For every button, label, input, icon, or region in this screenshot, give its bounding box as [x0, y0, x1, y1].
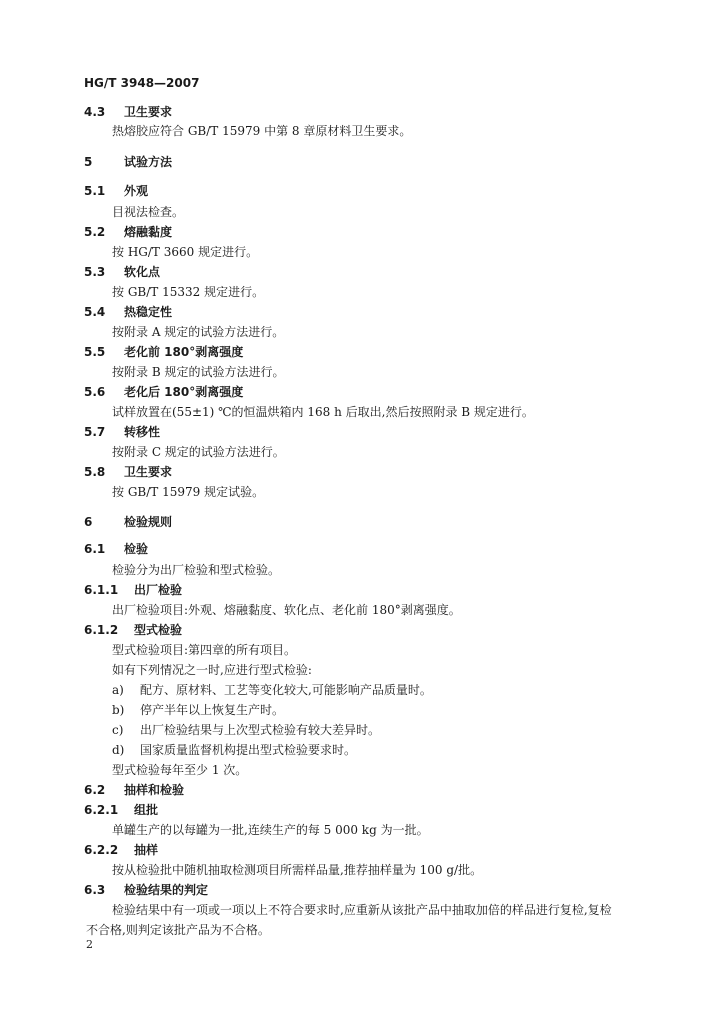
list-item-label: b) — [112, 703, 125, 717]
list-item-text: 配方、原材料、工艺等变化较大,可能影响产品质量时。 — [140, 683, 432, 697]
section-number: 5.2 — [84, 225, 106, 239]
section-title: 组批 — [134, 803, 159, 817]
list-item-label: a) — [112, 683, 124, 697]
section-number: 6.1.1 — [84, 583, 119, 597]
section-number: 5.1 — [84, 184, 106, 198]
section-5-6-heading — [84, 384, 243, 400]
section-6-1-text: 检验分为出厂检验和型式检验。 — [112, 563, 281, 577]
section-title: 转移性 — [124, 425, 161, 439]
section-5-3-text: 按 GB/T 15332 规定进行。 — [112, 285, 265, 299]
section-6-1-2-intro: 如有下列情况之一时,应进行型式检验: — [112, 663, 312, 677]
section-6-3-text-line-2: 不合格,则判定该批产品为不合格。 — [86, 923, 270, 937]
section-title: 熔融黏度 — [124, 225, 173, 239]
section-title: 老化前 180°剥离强度 — [124, 345, 244, 359]
section-5-7-text: 按附录 C 规定的试验方法进行。 — [112, 445, 285, 459]
section-number: 4.3 — [84, 105, 106, 119]
section-6-3-text-line-1: 检验结果中有一项或一项以上不符合要求时,应重新从该批产品中抽取加倍的样品进行复检,复检 — [112, 903, 612, 917]
section-5-heading — [84, 154, 172, 170]
section-number: 5.7 — [84, 425, 106, 439]
section-title: 抽样和检验 — [124, 783, 185, 797]
section-title: 出厂检验 — [134, 583, 183, 597]
section-5-8-heading — [84, 464, 172, 480]
section-5-5-text: 按附录 B 规定的试验方法进行。 — [112, 365, 285, 379]
list-item-label: d) — [112, 743, 125, 757]
section-title: 软化点 — [124, 265, 161, 279]
section-title: 检验规则 — [124, 515, 173, 529]
list-item — [112, 742, 356, 758]
section-number: 6.1.2 — [84, 623, 119, 637]
list-item-text: 停产半年以上恢复生产时。 — [140, 703, 285, 717]
section-number: 5.8 — [84, 465, 106, 479]
section-5-7-heading — [84, 424, 160, 440]
section-4-3-heading — [84, 104, 172, 120]
page-number: 2 — [86, 938, 93, 951]
list-item — [112, 702, 284, 718]
section-title: 型式检验 — [134, 623, 183, 637]
list-item — [112, 682, 432, 698]
section-title: 检验结果的判定 — [124, 883, 209, 897]
section-6-2-heading — [84, 782, 184, 798]
section-6-2-1-heading — [84, 802, 158, 818]
section-5-4-heading — [84, 304, 172, 320]
section-number: 5.5 — [84, 345, 106, 359]
section-title: 检验 — [124, 542, 149, 556]
section-5-4-text: 按附录 A 规定的试验方法进行。 — [112, 325, 285, 339]
section-number: 5.3 — [84, 265, 106, 279]
section-6-2-2-heading — [84, 842, 158, 858]
section-title: 卫生要求 — [124, 465, 173, 479]
section-number: 5.4 — [84, 305, 106, 319]
section-6-3-heading — [84, 882, 208, 898]
list-item-label: c) — [112, 723, 124, 737]
section-4-3-text: 热熔胶应符合 GB/T 15979 中第 8 章原材料卫生要求。 — [112, 124, 412, 138]
section-5-3-heading — [84, 264, 160, 280]
section-6-1-2-text: 型式检验项目:第四章的所有项目。 — [112, 643, 297, 657]
section-6-1-1-heading — [84, 582, 182, 598]
section-6-2-2-text: 按从检验批中随机抽取检测项目所需样品量,推荐抽样量为 100 g/批。 — [112, 863, 483, 877]
list-item-text: 国家质量监督机构提出型式检验要求时。 — [140, 743, 357, 757]
section-6-1-2-heading — [84, 622, 182, 638]
section-title: 卫生要求 — [124, 105, 173, 119]
section-title: 试验方法 — [124, 155, 173, 169]
section-5-8-text: 按 GB/T 15979 规定试验。 — [112, 485, 265, 499]
section-6-1-1-text: 出厂检验项目:外观、熔融黏度、软化点、老化前 180°剥离强度。 — [112, 603, 461, 617]
section-title: 老化后 180°剥离强度 — [124, 385, 244, 399]
section-6-1-heading — [84, 541, 148, 557]
list-item — [112, 722, 380, 738]
section-number: 6 — [84, 515, 93, 529]
section-5-2-heading — [84, 224, 172, 240]
section-title: 热稳定性 — [124, 305, 173, 319]
section-title: 抽样 — [134, 843, 159, 857]
section-5-2-text: 按 HG/T 3660 规定进行。 — [112, 245, 259, 259]
section-number: 5 — [84, 155, 93, 169]
list-item-text: 出厂检验结果与上次型式检验有较大差异时。 — [140, 723, 381, 737]
section-6-2-1-text: 单罐生产的以每罐为一批,连续生产的每 5 000 kg 为一批。 — [112, 823, 429, 837]
section-number: 6.3 — [84, 883, 106, 897]
section-5-6-text: 试样放置在(55±1) ℃的恒温烘箱内 168 h 后取出,然后按照附录 B 规定进行。 — [112, 405, 534, 419]
section-number: 5.6 — [84, 385, 106, 399]
section-number: 6.1 — [84, 542, 106, 556]
section-number: 6.2.2 — [84, 843, 119, 857]
section-number: 6.2 — [84, 783, 106, 797]
section-5-1-text: 目视法检查。 — [112, 205, 185, 219]
section-number: 6.2.1 — [84, 803, 119, 817]
document-code: HG/T 3948—2007 — [84, 76, 200, 90]
section-title: 外观 — [124, 184, 149, 198]
section-6-1-2-frequency: 型式检验每年至少 1 次。 — [112, 763, 248, 777]
section-5-5-heading — [84, 344, 243, 360]
section-5-1-heading — [84, 183, 148, 199]
section-6-heading — [84, 514, 172, 530]
